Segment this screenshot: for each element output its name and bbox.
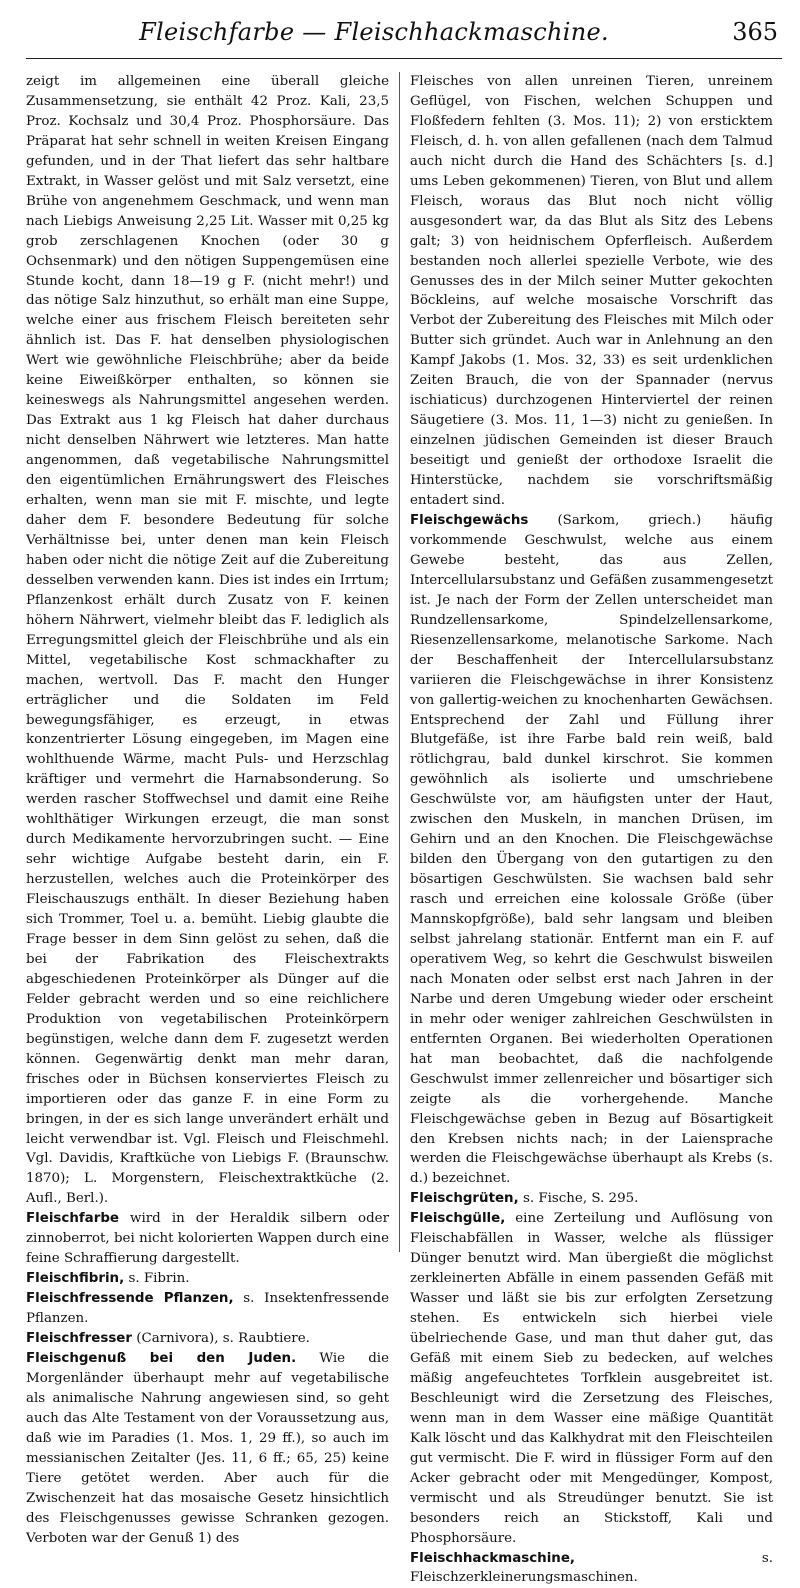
entry-headword: Fleischgewächs <box>410 512 529 528</box>
entry-fleischfarbe <box>26 1209 389 1269</box>
text-columns <box>26 72 782 1586</box>
entry-headword: Fleischfarbe <box>26 1211 119 1227</box>
entry-text: s. Insektenfressende Pflanzen. <box>26 1291 389 1327</box>
entry-headword: Fleischhackmaschine, <box>410 1550 575 1566</box>
right-column <box>410 72 773 1586</box>
entry-text: s. Fische, S. 295. <box>518 1191 639 1207</box>
page-number: 365 <box>732 18 778 46</box>
page-header <box>26 14 782 59</box>
entry-headword: Fleischfresser <box>26 1331 132 1347</box>
entry-text: s. Fibrin. <box>124 1271 190 1287</box>
entry-fleischfibrin <box>26 1269 389 1289</box>
entry-fleischgenuss-bei-den-juden <box>26 1349 389 1549</box>
entry-continuation <box>26 72 389 1209</box>
entry-continuation <box>410 72 773 511</box>
entry-fleischfresser <box>26 1329 389 1349</box>
dictionary-page <box>26 14 782 1586</box>
entry-headword: Fleischgenuß bei den Juden. <box>26 1351 297 1366</box>
entry-headword: Fleischfressende Pflanzen, <box>26 1291 234 1307</box>
entry-headword: Fleischgrüten, <box>410 1191 519 1207</box>
entry-text: Wie die Morgenländer überhaupt mehr auf vegetabilische als animalische Nahrung angewiesen sind, so geht auch das Alte Testament von der Voraussetzung aus, daß wie im Paradies (1. Mos. 1, 29 ff.), so auch im messianischen Zeitalter (Jes. 11, 6 ff.; 65, 25) keine Tiere getötet werden. Aber auch für die Zwischenzeit hat das mosaische Gesetz hinsichtlich des Fleischgenusses gewisse Schranken gezogen. Verboten war der Genuß 1) des <box>26 1351 389 1546</box>
entry-text: Fleisches von allen unreinen Tieren, unreinem Geflügel, von Fischen, welchen Schuppen und Floßfedern fehlten (3. Mos. 11); 2) von ersticktem Fleisch, d. h. von allen gefallenen (nach dem Talmud auch nicht durch die Hand des Schächters [s. d.] ums Leben gekommenen) Tieren, von Blut und allem Fleisch, woraus das Blut noch nicht völlig ausgesondert war, da das Blut als Sitz des Lebens galt; 3) von heidnischem Opferfleisch. Außerdem bestanden noch allerlei spezielle Verbote, wie des Genusses des in der Milch seiner Mutter gekochten Böckleins, auf welche mosaische Vorschrift das Verbot der Zubereitung des Fleisches mit Milch oder Butter sich gründet. Auch war in Anlehnung an den Kampf Jakobs (1. Mos. 32, 33) es seit urdenklichen Zeiten Brauch, die von der Spannader (nervus ischiaticus) durchzogenen Hinterviertel der reinen Säugetiere (3. Mos. 11, 1—3) nicht zu genießen. In einzelnen jüdischen Gemeinden ist dieser Brauch beseitigt und genießt der orthodoxe Israelit die Hinterstücke, nachdem sie vorschriftsmäßig entadert sind. <box>410 74 773 509</box>
entry-fleischfressende-pflanzen <box>26 1289 389 1329</box>
entry-text: zeigt im allgemeinen eine überall gleiche Zusammensetzung, sie enthält 42 Proz. Kali, 23,5 Proz. Kochsalz und 30,4 Proz. Phosphorsäure. Das Präparat hat sehr schnell in weiten Kreisen Eingang gefunden, und in der That liefert das sehr haltbare Extrakt, in Wasser gelöst und mit Salz versetzt, eine Brühe von angenehmem Geschmack, und wenn man nach Liebigs Anweisung 2,25 Lit. Wasser mit 0,25 kg grob zerschlagenen Knochen (oder 30 g Ochsenmark) und den nötigen Suppengemüsen eine Stunde kocht, dann 18—19 g F. (nicht mehr!) und das nötige Salz hinzuthut, so erhält man eine Suppe, welche einer aus frischem Fleisch bereiteten sehr ähnlich ist. Das F. hat denselben physiologischen Wert wie gewöhnliche Fleischbrühe; aber da beide keine Eiweißkörper enthalten, so können sie keineswegs als Nahrungsmittel angesehen werden. Das Extrakt aus 1 kg Fleisch hat daher durchaus nicht denselben Nährwert wie letzteres. Man hatte angenommen, daß vegetabilische Nahrungsmittel den eigentümlichen Ernährungswert des Fleisches erhalten, wenn man sie mit F. mischte, und legte daher dem F. besondere Bedeutung für solche Verhältnisse bei, unter denen man kein Fleisch haben oder nicht die nötige Zeit auf die Zubereitung desselben verwenden kann. Dies ist indes ein Irrtum; Pflanzenkost erhält durch Zusatz von F. keinen höhern Nährwert, vielmehr bleibt das F. lediglich als Erregungsmittel gleich der Fleischbrühe und als ein Mittel, vegetabilische Kost schmackhafter zu machen, wertvoll. Das F. macht den Hunger erträglicher und die Soldaten im Feld bewegungsfähiger, es erzeugt, in etwas konzentrierter Lösung eingegeben, im Magen eine wohlthuende Wärme, macht Puls- und Herzschlag kräftiger und vermehrt die Harnabsonderung. So werden rascher Stoffwechsel und damit eine Reihe wohlthätiger Wirkungen erzeugt, die man sonst durch Medikamente hervorzubringen sucht. — Eine sehr wichtige Aufgabe besteht darin, ein F. herzustellen, welches auch die Proteinkörper des Fleischauszugs enthält. In dieser Beziehung haben sich Trommer, Toel u. a. bemüht. Liebig glaubte die Frage besser in dem Sinn gelöst zu sehen, daß die bei der Fabrikation des Fleischextrakts abgeschiedenen Proteinkörper als Dünger auf die Felder gebracht werden und so eine reichlichere Produktion von vegetabilischen Proteinkörpern begünstigen, welche dann dem F. zugesetzt werden können. Gegenwärtig denkt man mehr daran, frisches oder in Büchsen konserviertes Fleisch zu importieren oder das ganze F. in eine Form zu bringen, in der es sich lange unverändert erhält und leicht verwendbar ist. Vgl. Fleisch und Fleischmehl. Vgl. Davidis, Kraftküche von Liebigs F. (Braunschw. 1870); L. Morgenstern, Fleischextraktküche (2. Aufl., Berl.). <box>26 74 389 1207</box>
entry-text: wird in der Heraldik silbern oder zinnoberrot, bei nicht kolorierten Wappen durch eine feine Schraffierung dargestellt. <box>26 1211 389 1267</box>
entry-text: eine Zerteilung und Auflösung von Fleischabfällen in Wasser, welche als flüssiger Dünger benutzt wird. Man übergießt die möglichst zerkleinerten Abfälle in einem passenden Gefäß mit Wasser und läßt sie bis zur erfolgten Zersetzung stehen. Es entwickeln sich hierbei viele übelriechende Gase, und man thut daher gut, das Gefäß mit einem Sieb zu bedecken, auf welches mäßig angefeuchtetes Torfklein ausgebreitet ist. Beschleunigt wird die Zersetzung des Fleisches, wenn man in dem Wasser eine mäßige Quantität Kalk löscht und das Kalkhydrat mit den Fleischteilen gut vermischt. Die F. wird in flüssiger Form auf den Acker gebracht oder mit Mengedünger, Kompost, vermischt und als Streudünger benutzt. Sie ist besonders reich an Stickstoff, Kali und Phosphorsäure. <box>410 1211 773 1546</box>
entry-text: (Sarkom, griech.) häufig vorkommende Geschwulst, welche aus einem Gewebe besteht, das aus Zellen, Intercellularsubstanz und Gefäßen zusammengesetzt ist. Je nach der Form der Zellen unterscheidet man Rundzellensarkome, Spindelzellensarkome, Riesenzellensarkome, melanotische Sarkome. Nach der Beschaffenheit der Intercellularsubstanz variieren die Fleischgewächse in ihrer Konsistenz von gallertig-weichen zu knochenharten Gewächsen. Entsprechend der Zahl und Füllung ihrer Blutgefäße, ist ihre Farbe bald rein weiß, bald rötlichgrau, bald dunkel kirschrot. Sie kommen gewöhnlich als isolierte und umschriebene Geschwülste vor, am häufigsten unter der Haut, zwischen den Muskeln, in manchen Drüsen, im Gehirn und an den Knochen. Die Fleischgewächse bilden den Übergang von den gutartigen zu den bösartigen Geschwülsten. Sie wachsen bald sehr rasch und erreichen eine kolossale Größe (über Mannskopfgröße), bald sehr langsam und bleiben selbst jahrelang stationär. Entfernt man ein F. auf operativem Weg, so kehrt die Geschwulst bisweilen nach Monaten oder selbst erst nach Jahren in der Narbe und deren Umgebung wieder oder erscheint in mehr oder weniger zahlreichen Geschwülsten in entfernten Organen. Bei wiederholten Operationen hat man beobachtet, daß die nachfolgende Geschwulst immer zellenreicher und bösartiger sich zeigte als die vorhergehende. Manche Fleischgewächse geben in Bezug auf Bösartigkeit den Krebsen nichts nach; in der Laiensprache werden die Fleischgewächse überhaupt als Krebs (s. d.) bezeichnet. <box>410 512 773 1187</box>
entry-headword: Fleischfibrin, <box>26 1271 125 1287</box>
entry-fleischgewaechs <box>410 511 773 1189</box>
entry-headword: Fleischgülle, <box>410 1211 506 1227</box>
left-column <box>26 72 389 1546</box>
entry-text: (Carnivora), s. Raubtiere. <box>132 1331 310 1347</box>
running-title: Fleischfarbe — Fleischhackmaschine. <box>139 18 609 46</box>
entry-fleischguelle <box>410 1209 773 1548</box>
entry-text: s. Fleischzerkleinerungsmaschinen. <box>410 1550 773 1586</box>
column-divider <box>399 72 400 1252</box>
entry-fleischgrueten <box>410 1189 773 1209</box>
entry-fleischhackmaschine <box>410 1549 773 1588</box>
